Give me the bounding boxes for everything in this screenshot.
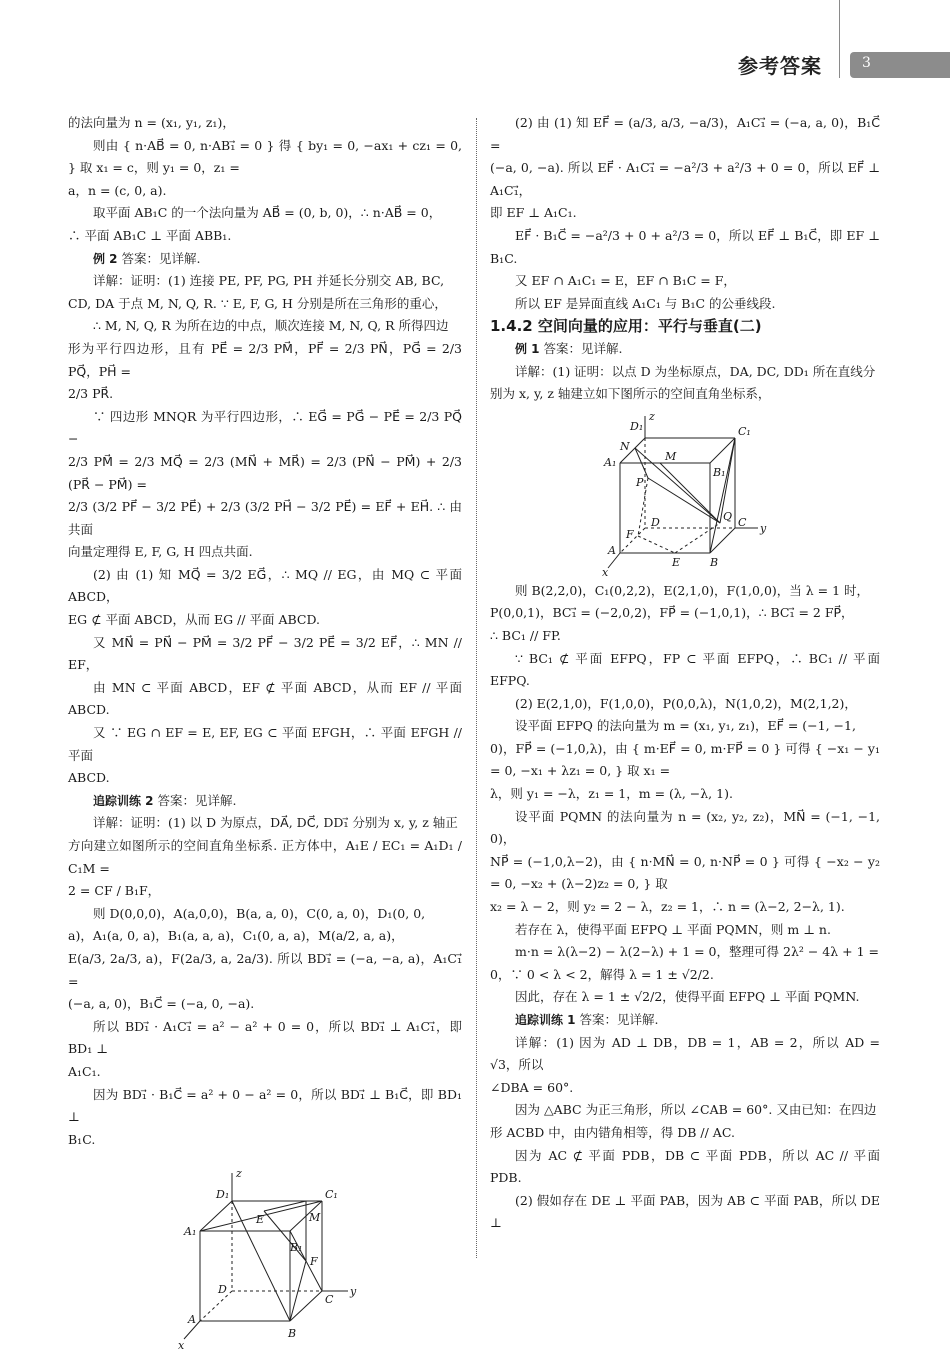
figure-label: B₁ — [713, 465, 726, 479]
line-text: (2) 由 (1) 知 MQ⃗ = 3/2 EG⃗，∴ MQ // EG，由 MQ ⊂ 平面 ABCD， — [68, 566, 462, 605]
text-line — [68, 315, 462, 338]
line-text: 别为 x, y, z 轴建立如下图所示的空间直角坐标系， — [490, 386, 771, 402]
text-line — [490, 338, 880, 361]
text-line — [68, 564, 462, 609]
text-line — [68, 135, 462, 180]
figure-label: F — [626, 527, 634, 541]
text-line — [490, 806, 880, 851]
figure-label: M — [309, 1211, 321, 1225]
line-text: 0，∵ 0 < λ < 2，解得 λ = 1 ± √2/2. — [490, 966, 714, 982]
line-text: 所以 EF 是异面直线 A₁C₁ 与 B₁C 的公垂线段. — [515, 295, 776, 311]
line-text: 向量定理得 E, F, G, H 四点共面. — [68, 544, 253, 560]
line-text: ∴ 平面 AB₁C ⊥ 平面 ABB₁. — [68, 227, 232, 243]
line-text: 详解：(1) 证明：以点 D 为坐标原点，DA, DC, DD₁ 所在直线分 — [515, 363, 876, 379]
figure-label: C₁ — [738, 424, 751, 438]
text-line — [68, 903, 462, 926]
text-line — [490, 1190, 880, 1235]
example-label: 例 2 — [93, 251, 118, 266]
line-text: m·n = λ(λ−2) − λ(2−λ) + 1 = 0，整理可得 2λ² − 4λ + 1 = — [515, 944, 879, 960]
line-text: 设平面 PQMN 的法向量为 n = (x₂, y₂, z₂)，MN⃗ = (−1, −1, 0)， — [490, 808, 880, 847]
figure-label: x — [602, 565, 609, 578]
text-line — [490, 941, 880, 964]
line-text: 2/3 PM⃗ = 2/3 MQ⃗ = 2/3 (MN⃗ + MR⃗) = 2/3 (PN⃗ − PM⃗) + 2/3 (PR⃗ − PM⃗) = — [68, 453, 462, 492]
line-text: 答案：见详解. — [117, 250, 201, 266]
cube-figure-left — [170, 1153, 360, 1353]
line-text: 详解：证明：(1) 以 D 为原点，DA⃗, DC⃗, DD₁⃗ 分别为 x, y, z 轴正 — [93, 815, 458, 831]
line-text: 2/3 (3/2 PF⃗ − 3/2 PE⃗) + 2/3 (3/2 PH⃗ − 3/2 PE⃗) = EF⃗ + EH⃗. ∴ 由共面 — [68, 499, 462, 537]
figure-label: Q — [723, 509, 733, 523]
text-line — [490, 738, 880, 783]
text-line — [490, 293, 880, 316]
line-text: a)，A₁(a, 0, a)，B₁(a, a, a)，C₁(0, a, a)，M(a/2, a, a)， — [68, 928, 404, 944]
line-text: 2/3 PR⃗. — [68, 386, 114, 402]
header-divider — [839, 0, 840, 78]
text-line — [68, 248, 462, 271]
line-text: CD, DA 于点 M, N, Q, R. ∵ E, F, G, H 分别是所在三角形的重心， — [68, 295, 447, 311]
line-text: (2) E(2,1,0)，F(1,0,0)，P(0,0,λ)，N(1,0,2)，M(2,1,2)， — [515, 695, 857, 711]
left-column — [68, 112, 462, 1355]
line-text: P(0,0,1)，BC₁⃗ = (−2,0,2)，FP⃗ = (−1,0,1)，∴ BC₁⃗ = 2 FP⃗， — [490, 605, 854, 621]
figure-label: A — [608, 543, 616, 557]
text-line — [490, 112, 880, 157]
line-text: ∵ 四边形 MNQR 为平行四边形，∴ EG⃗ = PG⃗ − PE⃗ = 2/3 PQ⃗ − — [68, 408, 462, 447]
line-text: ∠DBA = 60°. — [490, 1079, 574, 1095]
line-text: 又 MN⃗ = PN⃗ − PM⃗ = 3/2 PF⃗ − 3/2 PE⃗ = 3/2 EF⃗，∴ MN // EF， — [68, 634, 462, 673]
figure-label: E — [672, 555, 681, 569]
figure-label: A₁ — [184, 1225, 197, 1239]
figure-label: B — [710, 555, 719, 569]
figure-label: z — [236, 1167, 242, 1181]
line-text: 的法向量为 n = (x₁, y₁, z₁)， — [68, 115, 235, 130]
line-text: 方向建立如图所示的空间直角坐标系. 正方体中，A₁E / EC₁ = A₁D₁ / C₁M = — [68, 838, 462, 876]
line-text: 0)，FP⃗ = (−1,0,λ)，由 { m·EF⃗ = 0, m·FP⃗ = 0 } 可得 { −x₁ − y₁ = 0, −x₁ + λz₁ = 0, } 取 x₁ = — [490, 740, 880, 779]
figure-label: F — [310, 1255, 318, 1269]
text-line — [68, 383, 462, 406]
text-line — [68, 1129, 462, 1152]
figure-label: C — [325, 1293, 334, 1307]
figure-label: D — [651, 515, 660, 529]
line-text: 形 ACBD 中，由内错角相等，得 DB // AC. — [490, 1124, 735, 1140]
text-line — [490, 225, 880, 270]
line-text: 由 MN ⊂ 平面 ABCD，EF ⊄ 平面 ABCD，从而 EF // 平面 ABCD. — [68, 679, 462, 718]
line-text: 又 EF ∩ A₁C₁ = E，EF ∩ B₁C = F， — [515, 273, 736, 289]
line-text: 答案：见详解. — [153, 792, 237, 808]
text-line — [68, 609, 462, 632]
text-line — [68, 112, 462, 135]
page-number-tab — [850, 52, 950, 78]
text-line — [490, 202, 880, 225]
text-line — [68, 880, 462, 903]
text-line — [490, 1009, 880, 1032]
text-line — [68, 812, 462, 835]
figure-label: N — [620, 439, 630, 453]
line-text: 答案：见详解. — [575, 1012, 659, 1027]
text-line — [490, 919, 880, 942]
text-line — [68, 767, 462, 790]
figure-label: B — [288, 1327, 297, 1341]
text-line — [68, 225, 462, 248]
text-line — [68, 1016, 462, 1061]
text-line — [490, 1145, 880, 1190]
line-text: (−a, a, 0)，B₁C⃗ = (−a, 0, −a). — [68, 996, 255, 1012]
text-line — [68, 541, 462, 564]
text-line — [490, 602, 880, 625]
cube-figure-right — [590, 408, 780, 578]
example-label: 例 1 — [515, 341, 540, 356]
line-text: ∴ M, N, Q, R 为所在边的中点，顺次连接 M, N, Q, R 所得四边 — [93, 318, 449, 334]
text-line — [490, 1032, 880, 1077]
figure-label: D — [218, 1283, 227, 1297]
figure-label: z — [649, 409, 655, 423]
line-text: 因为 △ABC 为正三角形，所以 ∠CAB = 60°. 又由已知：在四边 — [515, 1102, 877, 1118]
line-text: ∵ BC₁ ⊄ 平面 EFPQ，FP ⊂ 平面 EFPQ，∴ BC₁ // 平面 EFPQ. — [490, 650, 880, 689]
figure-label: M — [665, 449, 677, 463]
line-text: EF⃗ · B₁C⃗ = −a²/3 + 0 + a²/3 = 0，所以 EF⃗ ⊥ B₁C⃗，即 EF ⊥ B₁C. — [490, 227, 880, 266]
figure-label: P — [636, 475, 644, 489]
text-line — [68, 293, 462, 316]
line-text: 答案：见详解. — [539, 340, 623, 356]
text-line — [490, 1077, 880, 1100]
line-text: 则 D(0,0,0)，A(a,0,0)，B(a, a, 0)，C(0, a, 0)，D₁(0, 0, — [93, 905, 426, 921]
text-line — [490, 625, 880, 648]
line-text: 因此，存在 λ = 1 ± √2/2，使得平面 EFPQ ⊥ 平面 PQMN. — [515, 989, 860, 1005]
text-line — [490, 1122, 880, 1145]
line-text: (2) 假如存在 DE ⊥ 平面 PAB，因为 AB ⊂ 平面 PAB，所以 DE ⊥ — [490, 1192, 880, 1231]
text-line — [490, 270, 880, 293]
figure-label: y — [760, 521, 767, 535]
line-text: A₁C₁. — [68, 1063, 101, 1079]
text-line — [490, 986, 880, 1009]
figure-label: C — [738, 515, 747, 529]
figure-label: E — [256, 1213, 265, 1227]
figure-label: C₁ — [325, 1188, 338, 1202]
text-line — [68, 451, 462, 496]
line-text: (2) 由 (1) 知 EF⃗ = (a/3, a/3, −a/3)，A₁C₁⃗ = (−a, a, 0)，B₁C⃗ = — [490, 115, 880, 153]
column-divider — [476, 118, 477, 1258]
line-text: 设平面 EFPQ 的法向量为 m = (x₁, y₁, z₁)，EF⃗ = (−1, −1, — [515, 718, 856, 734]
text-line — [68, 496, 462, 541]
line-text: 则由 { n·AB⃗ = 0, n·AB₁⃗ = 0 } 得 { by₁ = 0, −ax₁ + cz₁ = 0, } 取 x₁ = c，则 y₁ = 0，z₁ = — [68, 137, 462, 176]
text-line — [490, 361, 880, 384]
text-line — [68, 790, 462, 813]
line-text: (−a, 0, −a). 所以 EF⃗ · A₁C₁⃗ = −a²/3 + a²/3 + 0 = 0，所以 EF⃗ ⊥ A₁C₁⃗， — [490, 160, 880, 198]
line-text: 即 EF ⊥ A₁C₁. — [490, 205, 577, 221]
figure-label: D₁ — [630, 419, 644, 433]
right-column — [490, 112, 880, 1235]
line-text: E(a/3, 2a/3, a)，F(2a/3, a, 2a/3). 所以 BD₁⃗ = (−a, −a, a)，A₁C₁⃗ = — [68, 950, 462, 989]
text-line — [68, 338, 462, 383]
text-line — [490, 715, 880, 738]
line-text: 形为平行四边形，且有 PE⃗ = 2/3 PM⃗，PF⃗ = 2/3 PN⃗，PG⃗ = 2/3 PQ⃗，PH⃗ = — [68, 340, 462, 379]
text-line — [490, 580, 880, 603]
example-label: 追踪训练 1 — [515, 1013, 576, 1027]
line-text: x₂ = λ − 2，则 y₂ = 2 − λ，z₂ = 1，∴ n = (λ−2, 2−λ, 1). — [490, 899, 845, 915]
figure-label: A₁ — [604, 455, 617, 469]
line-text: NP⃗ = (−1,0,λ−2)，由 { n·MN⃗ = 0, n·NP⃗ = 0 } 可得 { −x₂ − y₂ = 0, −x₂ + (λ−2)z₂ = 0, } 取 — [490, 853, 880, 892]
text-line — [490, 1099, 880, 1122]
line-text: ABCD. — [68, 770, 110, 786]
text-line — [490, 964, 880, 987]
text-line — [68, 1061, 462, 1084]
line-text: 1.4.2 空间向量的应用：平行与垂直(二) — [490, 317, 762, 336]
figure-label: A — [188, 1313, 196, 1327]
text-line — [490, 383, 880, 406]
line-text: 详解：证明：(1) 连接 PE, PF, PG, PH 并延长分别交 AB, BC, — [93, 273, 445, 289]
header-title: 参考答案 — [738, 54, 822, 78]
page-number: 3 — [862, 55, 871, 71]
text-line — [68, 406, 462, 451]
text-line — [490, 157, 880, 202]
figure-label: y — [350, 1285, 357, 1299]
text-line — [490, 851, 880, 896]
line-text: 则 B(2,2,0)，C₁(0,2,2)，E(2,1,0)，F(1,0,0)，当 λ = 1 时， — [515, 582, 870, 598]
text-line — [68, 180, 462, 203]
figure-label: B₁ — [290, 1241, 303, 1255]
text-line — [68, 202, 462, 225]
section-heading — [490, 315, 880, 338]
line-text: 因为 AC ⊄ 平面 PDB，DB ⊂ 平面 PDB，所以 AC // 平面 PDB. — [490, 1147, 880, 1186]
line-text: 取平面 AB₁C 的一个法向量为 AB⃗ = (0, b, 0)，∴ n·AB⃗ = 0， — [93, 205, 442, 221]
line-text: 2 = CF / B₁F， — [68, 883, 161, 899]
line-text: ∴ BC₁ // FP. — [490, 627, 561, 643]
text-line — [68, 632, 462, 677]
text-line — [68, 948, 462, 993]
text-line — [68, 722, 462, 767]
line-text: a，n = (c, 0, a). — [68, 182, 167, 198]
text-line — [490, 693, 880, 716]
text-line — [68, 835, 462, 880]
text-line — [68, 677, 462, 722]
line-text: EG ⊄ 平面 ABCD，从而 EG // 平面 ABCD. — [68, 612, 321, 628]
example-label: 追踪训练 2 — [93, 793, 154, 808]
line-text: B₁C. — [68, 1131, 96, 1147]
text-line — [68, 1084, 462, 1129]
text-line — [68, 925, 462, 948]
line-text: 又 ∵ EG ∩ EF = E, EF, EG ⊂ 平面 EFGH，∴ 平面 EFGH // 平面 — [68, 725, 462, 763]
line-text: 详解：(1) 因为 AD ⊥ DB，DB = 1，AB = 2，所以 AD = √3，所以 — [490, 1034, 880, 1073]
figure-label: x — [178, 1339, 185, 1353]
text-line — [490, 648, 880, 693]
line-text: 若存在 λ，使得平面 EFPQ ⊥ 平面 PQMN，则 m ⊥ n. — [515, 921, 831, 937]
line-text: 所以 BD₁⃗ · A₁C₁⃗ = a² − a² + 0 = 0，所以 BD₁⃗ ⊥ A₁C₁⃗，即 BD₁ ⊥ — [68, 1018, 462, 1057]
page-header — [0, 0, 950, 90]
line-text: 因为 BD₁⃗ · B₁C⃗ = a² + 0 − a² = 0，所以 BD₁⃗ ⊥ B₁C⃗，即 BD₁ ⊥ — [68, 1086, 462, 1125]
text-line — [490, 896, 880, 919]
figure-label: D₁ — [216, 1188, 230, 1202]
text-line — [490, 783, 880, 806]
text-line — [68, 270, 462, 293]
text-line — [68, 993, 462, 1016]
line-text: λ，则 y₁ = −λ，z₁ = 1，m = (λ, −λ, 1). — [490, 786, 733, 802]
